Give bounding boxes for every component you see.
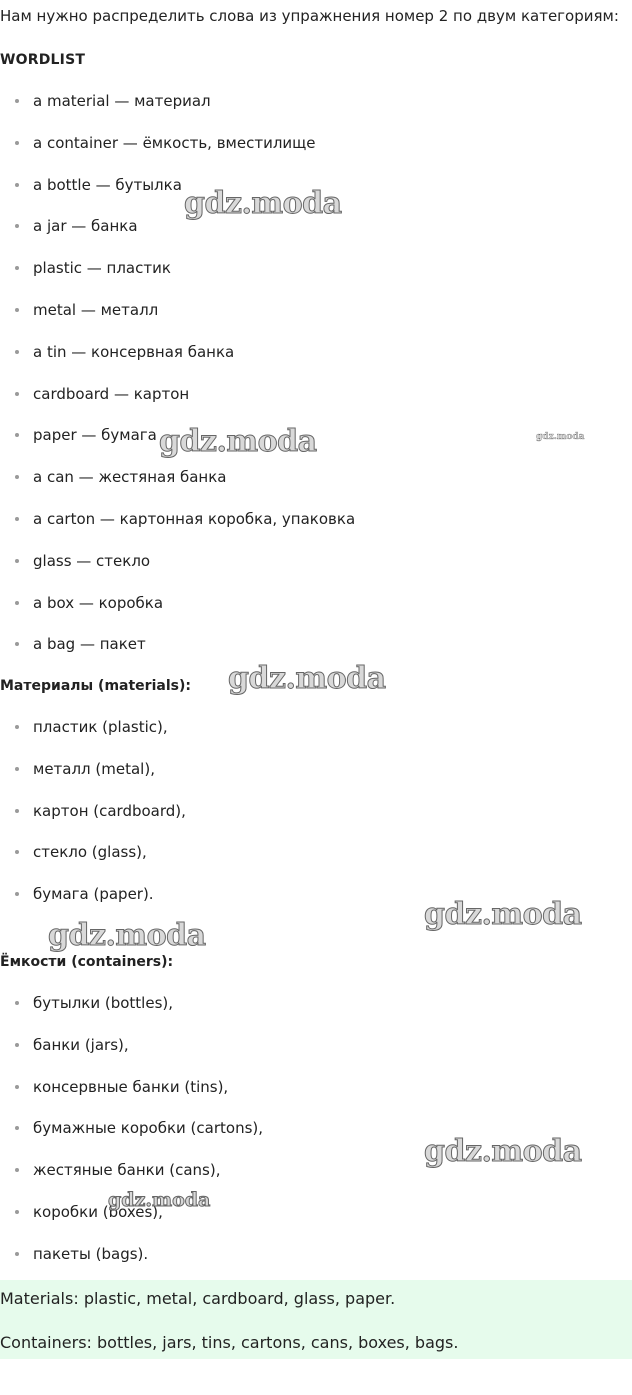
list-item: металл (metal),: [0, 759, 186, 801]
bullet-icon: [15, 642, 19, 646]
list-item: metal — металл: [0, 300, 355, 342]
list-item: бумага (paper).: [0, 884, 186, 926]
bullet-icon: [15, 1168, 19, 1172]
bullet-icon: [15, 141, 19, 145]
list-item: a tin — консервная банка: [0, 342, 355, 384]
list-item: a bag — пакет: [0, 634, 355, 676]
list-item: paper — бумага: [0, 425, 355, 467]
bullet-icon: [15, 475, 19, 479]
list-item: пластик (plastic),: [0, 717, 186, 759]
bullet-icon: [15, 892, 19, 896]
list-item: консервные банки (tins),: [0, 1077, 263, 1119]
answer-containers: Containers: bottles, jars, tins, cartons, cans, boxes, bags.: [0, 1333, 459, 1352]
watermark: gdz.moda: [108, 1189, 211, 1211]
list-item: a material — материал: [0, 91, 355, 133]
list-item: коробки (boxes),: [0, 1202, 263, 1244]
bullet-icon: [15, 308, 19, 312]
answer-box: [0, 1280, 632, 1359]
containers-title: Ёмкости (containers):: [0, 954, 174, 970]
list-item: a container — ёмкость, вместилище: [0, 133, 355, 175]
list-item: стекло (glass),: [0, 842, 186, 884]
bullet-icon: [15, 559, 19, 563]
bullet-icon: [15, 183, 19, 187]
watermark: gdz.moda: [424, 1134, 582, 1169]
containers-list: [0, 993, 263, 1286]
watermark: gdz.moda: [536, 432, 585, 442]
wordlist-title: WORDLIST: [0, 52, 86, 68]
list-item: plastic — пластик: [0, 258, 355, 300]
bullet-icon: [15, 850, 19, 854]
bullet-icon: [15, 392, 19, 396]
bullet-icon: [15, 1210, 19, 1214]
bullet-icon: [15, 1001, 19, 1005]
bullet-icon: [15, 266, 19, 270]
bullet-icon: [15, 350, 19, 354]
list-item: cardboard — картон: [0, 384, 355, 426]
bullet-icon: [15, 1252, 19, 1256]
materials-list: [0, 717, 186, 926]
list-item: банки (jars),: [0, 1035, 263, 1077]
list-item: жестяные банки (cans),: [0, 1160, 263, 1202]
list-item: картон (cardboard),: [0, 801, 186, 843]
list-item: бутылки (bottles),: [0, 993, 263, 1035]
bullet-icon: [15, 224, 19, 228]
list-item: a can — жестяная банка: [0, 467, 355, 509]
list-item: a jar — банка: [0, 216, 355, 258]
wordlist: [0, 91, 355, 676]
materials-title: Материалы (materials):: [0, 678, 191, 694]
intro-text: Нам нужно распределить слова из упражнения номер 2 по двум категориям:: [0, 7, 619, 25]
bullet-icon: [15, 517, 19, 521]
watermark: gdz.moda: [228, 661, 386, 696]
watermark: gdz.moda: [159, 424, 317, 459]
list-item: glass — стекло: [0, 551, 355, 593]
watermark: gdz.moda: [424, 897, 582, 932]
list-item: a bottle — бутылка: [0, 175, 355, 217]
bullet-icon: [15, 1043, 19, 1047]
bullet-icon: [15, 99, 19, 103]
bullet-icon: [15, 433, 19, 437]
bullet-icon: [15, 1126, 19, 1130]
bullet-icon: [15, 809, 19, 813]
watermark: gdz.moda: [48, 918, 206, 953]
list-item: a carton — картонная коробка, упаковка: [0, 509, 355, 551]
list-item: a box — коробка: [0, 593, 355, 635]
bullet-icon: [15, 1085, 19, 1089]
bullet-icon: [15, 767, 19, 771]
list-item: бумажные коробки (cartons),: [0, 1118, 263, 1160]
list-item: пакеты (bags).: [0, 1244, 263, 1286]
bullet-icon: [15, 601, 19, 605]
watermark: gdz.moda: [184, 186, 342, 221]
answer-materials: Materials: plastic, metal, cardboard, glass, paper.: [0, 1289, 396, 1308]
bullet-icon: [15, 725, 19, 729]
